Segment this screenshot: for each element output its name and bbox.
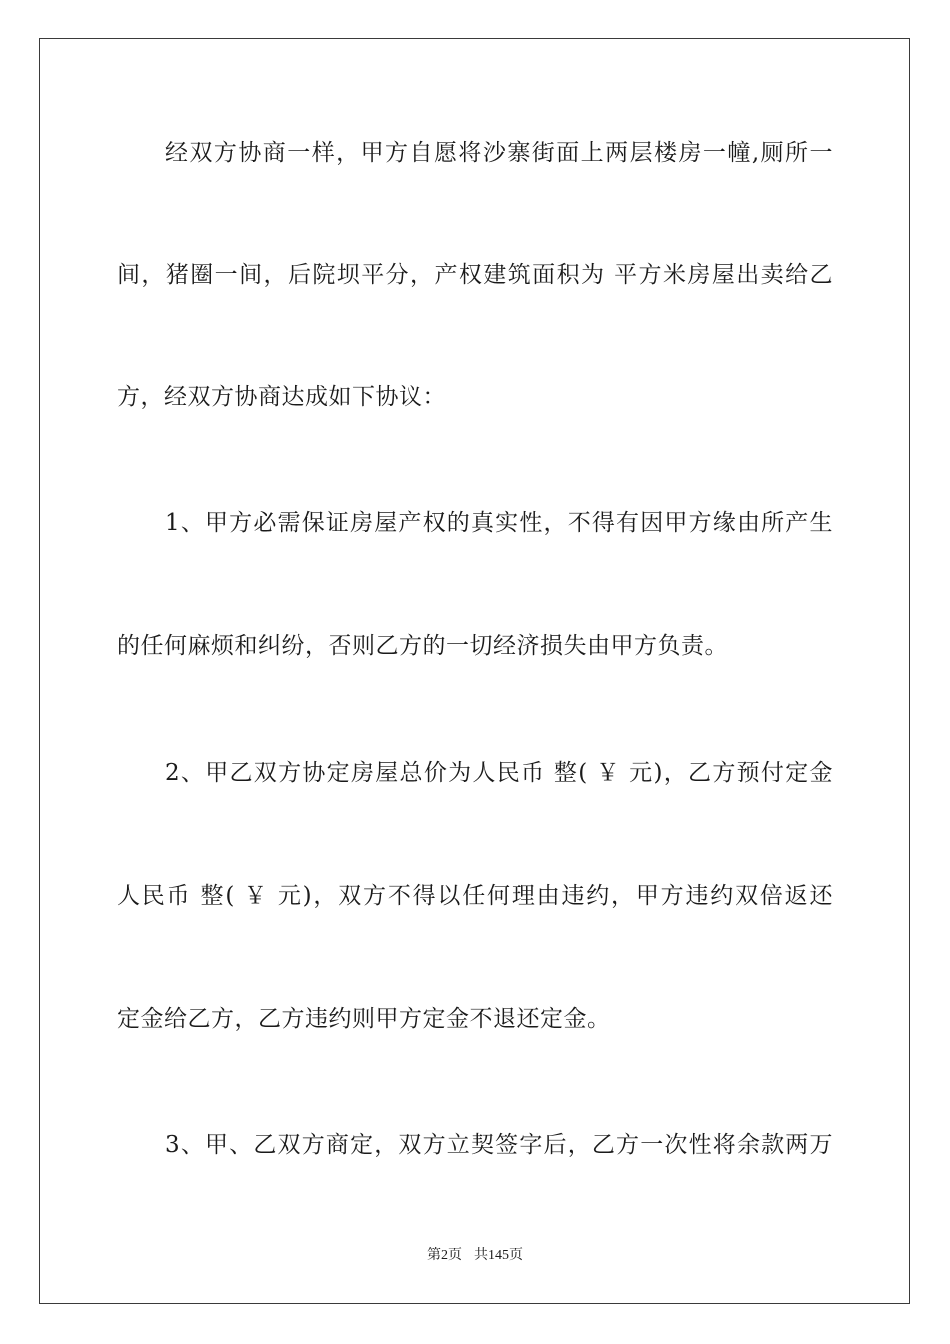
total-pages: 共145页	[474, 1248, 523, 1263]
clause-2-line-3: 定金给乙方，乙方违约则甲方定金不退还定金。	[117, 1006, 611, 1032]
clause-1-line-2: 的任何麻烦和纠纷，否则乙方的一切经济损失由甲方负责。	[117, 633, 728, 659]
clause-3-line-1: 3、甲、乙双方商定，双方立契签字后，乙方一次性将余款两万	[165, 1132, 833, 1158]
clause-1-line-1: 1、甲方必需保证房屋产权的真实性，不得有因甲方缘由所产生	[165, 510, 833, 536]
clause-2-line-2: 人民币 整( ￥ 元)，双方不得以任何理由违约，甲方违约双倍返还	[117, 883, 833, 909]
clause-2-line-1: 2、甲乙双方协定房屋总价为人民币 整( ￥ 元)，乙方预付定金	[165, 760, 833, 786]
paragraph-line-3: 方，经双方协商达成如下协议：	[117, 384, 446, 410]
page-footer	[0, 1247, 950, 1265]
page-frame	[39, 38, 910, 1304]
page-number: 第2页	[427, 1248, 462, 1263]
paragraph-line-1: 经双方协商一样，甲方自愿将沙寨街面上两层楼房一幢,厕所一	[165, 140, 833, 166]
paragraph-line-2: 间，猪圈一间，后院坝平分，产权建筑面积为 平方米房屋出卖给乙	[117, 262, 833, 288]
